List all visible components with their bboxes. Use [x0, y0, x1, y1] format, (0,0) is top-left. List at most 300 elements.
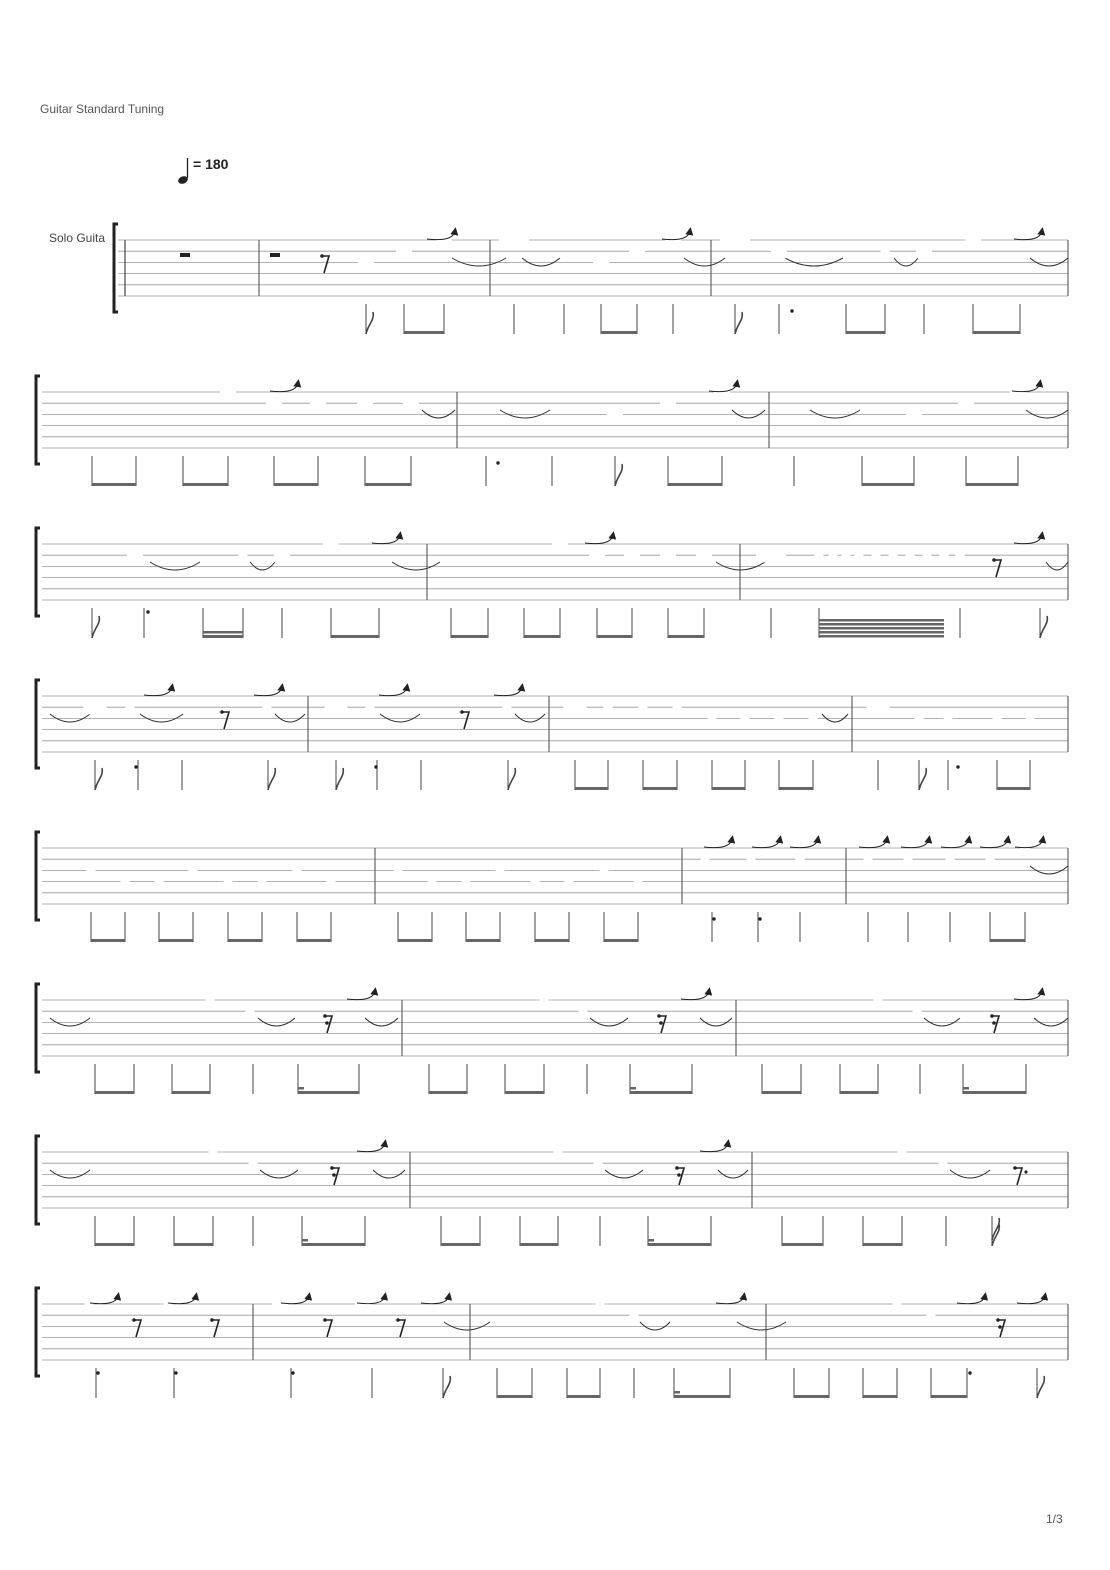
duration-dot — [956, 765, 959, 768]
fret-bg — [825, 1287, 834, 1300]
rest-dot-icon — [1013, 1166, 1017, 1170]
fret-bg — [906, 408, 922, 421]
fret-bg — [957, 1287, 966, 1300]
fret-bg — [701, 853, 710, 866]
note-beam — [575, 787, 608, 790]
fret-bg — [660, 397, 676, 410]
fret-bg — [630, 1309, 639, 1322]
fret-bg — [893, 1298, 902, 1311]
note-beam — [92, 483, 136, 486]
fret-bg — [209, 1146, 218, 1159]
note-beam — [297, 939, 331, 942]
fret-bg — [906, 549, 915, 562]
note-beam — [91, 939, 125, 942]
fret-bg — [465, 375, 495, 388]
system-bracket — [36, 1288, 40, 1376]
fret-bg — [829, 549, 838, 562]
fret-bg — [1022, 983, 1031, 996]
track-name: Solo Guita — [49, 231, 106, 245]
fret-bg — [463, 983, 472, 996]
note-beam — [298, 1087, 304, 1090]
fret-bg — [357, 397, 373, 410]
fret-bg — [528, 1287, 537, 1300]
fret-bg — [913, 1005, 922, 1018]
system-bracket — [36, 376, 40, 464]
system-bracket — [36, 832, 40, 920]
eighth-rest-icon — [133, 1320, 141, 1337]
fret-bg — [872, 549, 881, 562]
fret-bg — [747, 853, 756, 866]
fret-bg — [714, 386, 730, 399]
fret-bg — [596, 1298, 605, 1311]
note-beam — [630, 1091, 692, 1094]
fret-bg — [815, 549, 824, 562]
fret-bg — [660, 549, 676, 562]
note-beam — [668, 635, 704, 638]
duration-dot — [146, 610, 149, 613]
staff-system — [36, 983, 1068, 1094]
duration-dot — [174, 1371, 177, 1374]
note-beam — [203, 635, 243, 638]
staff-system — [36, 1287, 1068, 1398]
fret-bg — [1026, 712, 1035, 725]
fret-bg — [357, 1135, 373, 1148]
fret-bg — [87, 864, 96, 877]
note-beam — [963, 1087, 969, 1090]
note-beam — [674, 1395, 680, 1398]
note-beam — [441, 1243, 480, 1246]
staff-system — [36, 832, 1068, 942]
note-flag — [366, 312, 373, 334]
note-beam — [302, 1243, 365, 1246]
fret-bg — [720, 234, 750, 247]
fret-bg — [325, 701, 348, 714]
note-flag — [919, 768, 926, 790]
note-beam — [863, 1395, 897, 1398]
fret-bg — [624, 549, 640, 562]
fret-bg — [939, 1157, 948, 1170]
fret-bg — [224, 876, 233, 889]
fret-bg — [77, 527, 107, 540]
fret-bg — [779, 375, 809, 388]
bend-arrow-icon — [1014, 535, 1042, 544]
bend-arrow-icon — [585, 535, 613, 544]
fret-bg — [164, 1298, 173, 1311]
dotted-rest-icon — [1014, 1168, 1022, 1185]
note-beam — [183, 483, 228, 486]
fret-bg — [249, 1157, 258, 1170]
fret-bg — [751, 983, 774, 996]
bend-arrow-icon — [270, 383, 298, 392]
fret-bg — [84, 1135, 107, 1148]
eighth-rest-icon — [461, 712, 469, 729]
fret-bg — [554, 1146, 563, 1159]
sixteenth-rest-icon — [331, 1168, 339, 1185]
note-flag — [443, 1376, 450, 1398]
rest-dot-icon — [132, 1318, 136, 1322]
duration-dot — [790, 309, 793, 312]
rest-dot-icon — [325, 1021, 329, 1025]
fret-bg — [809, 712, 818, 725]
note-beam — [466, 939, 500, 942]
fret-bg — [958, 397, 974, 410]
rest-dot-icon — [220, 710, 224, 714]
fret-bg — [594, 1157, 603, 1170]
staff-systems — [36, 223, 1068, 1398]
note-beam — [630, 1091, 636, 1094]
fret-bg — [371, 527, 387, 540]
fret-bg — [796, 853, 805, 866]
fret-bg — [986, 853, 995, 866]
fret-bg — [708, 712, 717, 725]
fret-bg — [355, 983, 364, 996]
staff-system — [36, 375, 1068, 486]
staff-system — [36, 1135, 1068, 1246]
eighth-rest-icon — [321, 256, 329, 273]
fret-bg — [993, 712, 1002, 725]
rest-dot-icon — [992, 558, 996, 562]
note-beam — [174, 1243, 213, 1246]
note-beam — [674, 1391, 680, 1394]
note-beam — [404, 331, 444, 334]
system-bracket — [114, 224, 118, 312]
sixteenth-rest-icon — [658, 1016, 666, 1033]
fret-bg — [589, 549, 605, 562]
note-beam — [863, 1243, 902, 1246]
fret-bg — [565, 876, 574, 889]
fret-bg — [358, 256, 374, 269]
fret-bg — [1021, 842, 1030, 855]
note-beam — [648, 1239, 654, 1242]
fret-bg — [842, 549, 851, 562]
tempo-value: = 180 — [193, 156, 229, 172]
fret-bg — [266, 397, 282, 410]
note-beam — [451, 635, 488, 638]
note-beam — [668, 483, 722, 486]
fret-bg — [1027, 1287, 1036, 1300]
fret-bg — [703, 1135, 719, 1148]
fret-bg — [531, 876, 540, 889]
fret-bg — [564, 701, 587, 714]
fret-bg — [874, 994, 883, 1007]
rest-dot-icon — [990, 1014, 994, 1018]
fret-bg — [944, 712, 953, 725]
page-number: 1/3 — [1046, 1512, 1063, 1526]
note-beam — [648, 1243, 654, 1246]
fret-bg — [272, 1298, 288, 1311]
duration-dot — [374, 765, 377, 768]
rest-dot-icon — [320, 254, 324, 258]
eighth-rest-icon — [221, 712, 229, 729]
fret-bg — [323, 538, 339, 551]
note-beam — [931, 1395, 967, 1398]
bend-arrow-icon — [704, 839, 732, 848]
note-beam — [298, 1091, 304, 1094]
eighth-rest-icon — [211, 1320, 219, 1337]
fret-bg — [310, 397, 326, 410]
bend-arrow-icon — [144, 687, 172, 696]
fret-bg — [155, 876, 164, 889]
system-bracket — [36, 528, 40, 616]
fret-bg — [604, 701, 613, 714]
fret-bg — [927, 1309, 936, 1322]
note-beam — [819, 619, 944, 622]
rest-dot-icon — [332, 1173, 336, 1177]
fret-bg — [501, 983, 510, 996]
rest-dot-icon — [675, 1166, 679, 1170]
system-bracket — [36, 1136, 40, 1224]
fret-bg — [85, 1298, 94, 1311]
fret-bg — [696, 549, 712, 562]
note-flag — [735, 312, 742, 334]
fret-bg — [164, 1287, 173, 1300]
note-beam — [331, 635, 379, 638]
rest-dot-icon — [677, 1173, 681, 1177]
note-beam — [819, 635, 944, 638]
fret-bg — [673, 701, 682, 714]
sixteenth-rest-icon — [997, 1320, 1005, 1337]
bend-arrow-icon — [901, 839, 929, 848]
fret-bg — [775, 712, 784, 725]
fret-bg — [726, 1287, 735, 1300]
note-beam — [398, 939, 432, 942]
note-beam — [846, 331, 885, 334]
note-flag — [92, 616, 99, 638]
bend-arrow-icon — [980, 839, 1008, 848]
fret-bg — [436, 527, 466, 540]
half-rest-icon — [270, 253, 280, 257]
fret-bg — [815, 1135, 831, 1148]
fret-bg — [965, 234, 981, 247]
eighth-rest-icon — [397, 1320, 405, 1337]
bend-arrow-icon — [790, 839, 818, 848]
fret-bg — [403, 397, 419, 410]
rest-dot-icon — [657, 1014, 661, 1018]
fret-bg — [516, 1135, 525, 1148]
fret-bg — [634, 876, 643, 889]
fret-bg — [274, 549, 290, 562]
fret-bg — [516, 527, 532, 540]
note-flag — [95, 768, 102, 790]
note-beam — [520, 1243, 558, 1246]
fret-bg — [77, 375, 107, 388]
note-beam — [172, 1091, 210, 1094]
fret-bg — [127, 549, 143, 562]
bend-arrow-icon — [494, 687, 522, 696]
note-beam — [819, 627, 944, 630]
fret-bg — [168, 983, 177, 996]
rest-dot-icon — [460, 710, 464, 714]
duration-dot — [291, 1371, 294, 1374]
duration-dot — [96, 1371, 99, 1374]
note-beam — [973, 331, 1020, 334]
note-beam — [601, 331, 637, 334]
fret-bg — [428, 876, 437, 889]
fret-bg — [130, 983, 139, 996]
note-flag — [1037, 1376, 1044, 1398]
fret-bg — [359, 1287, 368, 1300]
fret-bg — [1029, 527, 1038, 540]
fret-bg — [665, 234, 681, 247]
rest-dot-icon — [992, 1021, 996, 1025]
fret-bg — [881, 245, 890, 258]
note-beam — [779, 787, 813, 790]
note-beam — [840, 1091, 878, 1094]
note-beam — [604, 939, 638, 942]
fret-bg — [503, 701, 512, 714]
fret-bg — [767, 1135, 797, 1148]
note-beam — [819, 623, 944, 626]
fret-bg — [923, 549, 932, 562]
note-beam — [95, 1091, 134, 1094]
fret-bg — [433, 1287, 442, 1300]
fret-bg — [327, 876, 336, 889]
system-bracket — [36, 680, 40, 768]
rest-dot-icon — [659, 1021, 663, 1025]
note-beam — [990, 939, 1025, 942]
note-beam — [997, 787, 1030, 790]
rest-dot-icon — [396, 1318, 400, 1322]
note-beam — [228, 939, 262, 942]
staff-system — [36, 527, 1068, 638]
bend-arrow-icon — [859, 839, 887, 848]
note-beam — [302, 1239, 308, 1242]
rest-dot-icon — [323, 1014, 327, 1018]
fret-bg — [128, 375, 144, 388]
note-beam — [674, 1395, 730, 1398]
duration-dot — [968, 1371, 971, 1374]
fret-bg — [206, 994, 215, 1007]
fret-bg — [956, 549, 965, 562]
duration-dot — [496, 461, 499, 464]
fret-bg — [126, 701, 135, 714]
tempo-marking — [177, 156, 229, 185]
fret-bg — [396, 245, 412, 258]
fret-bg — [915, 712, 924, 725]
fret-bg — [366, 701, 375, 714]
bend-arrow-icon — [941, 839, 969, 848]
note-beam — [203, 631, 243, 634]
eighth-rest-icon — [324, 1320, 332, 1337]
staff-system — [114, 223, 1068, 334]
fret-bg — [639, 701, 648, 714]
rest-dot-icon — [330, 1166, 334, 1170]
fret-bg — [175, 375, 191, 388]
fret-bg — [499, 234, 529, 247]
fret-bg — [783, 1287, 806, 1300]
fret-bg — [258, 876, 267, 889]
fret-bg — [898, 1146, 907, 1159]
fret-bg — [552, 538, 568, 551]
fret-bg — [246, 1005, 255, 1018]
half-rest-icon — [180, 253, 190, 257]
fret-bg — [263, 701, 272, 714]
fret-bg — [600, 864, 609, 877]
fret-bg — [771, 245, 787, 258]
tuning-label: Guitar Standard Tuning — [40, 102, 165, 116]
fret-bg — [579, 1005, 588, 1018]
sixteenth-rest-icon — [676, 1168, 684, 1185]
fret-bg — [121, 876, 130, 889]
fret-bg — [940, 549, 949, 562]
note-beam — [535, 939, 569, 942]
fret-bg — [540, 994, 549, 1007]
fret-bg — [916, 245, 932, 258]
note-beam — [630, 1087, 636, 1090]
note-beam — [567, 1395, 600, 1398]
fret-bg — [436, 234, 452, 247]
note-beam — [524, 635, 560, 638]
duration-dot — [758, 917, 761, 920]
note-beam — [643, 787, 677, 790]
fret-bg — [239, 549, 248, 562]
note-beam — [365, 483, 411, 486]
fret-bg — [1012, 223, 1028, 236]
fret-bg — [472, 1135, 488, 1148]
duration-dot — [134, 765, 137, 768]
note-flag — [508, 768, 515, 790]
note-beam — [274, 483, 318, 486]
fret-bg — [859, 1287, 868, 1300]
fret-bg — [355, 1298, 371, 1311]
fret-bg — [629, 245, 645, 258]
fret-bg — [84, 701, 107, 714]
fret-bg — [426, 1135, 456, 1148]
fret-bg — [84, 983, 107, 996]
note-beam — [497, 1395, 532, 1398]
sixteenth-rest-icon — [991, 1016, 999, 1033]
note-flag — [615, 464, 622, 486]
note-beam — [302, 1243, 308, 1246]
fret-bg — [864, 853, 873, 866]
note-beam — [862, 483, 914, 486]
fret-bg — [741, 712, 750, 725]
note-beam — [429, 1091, 467, 1094]
rest-dot-icon — [1024, 1170, 1027, 1173]
fret-bg — [859, 1135, 868, 1148]
note-flag — [336, 768, 343, 790]
fret-bg — [593, 256, 609, 269]
note-beam — [159, 939, 193, 942]
note-beam — [597, 635, 632, 638]
note-beam — [95, 1243, 134, 1246]
fret-bg — [607, 408, 623, 421]
note-beam — [963, 1091, 969, 1094]
fret-bg — [563, 1287, 572, 1300]
fret-bg — [189, 864, 198, 877]
fret-bg — [1010, 386, 1026, 399]
fret-bg — [889, 549, 898, 562]
fret-bg — [86, 1287, 95, 1300]
note-flag — [1040, 616, 1047, 638]
fret-bg — [220, 386, 236, 399]
fret-bg — [496, 864, 505, 877]
note-beam — [505, 1091, 544, 1094]
bend-arrow-icon — [379, 687, 407, 696]
fret-bg — [946, 853, 955, 866]
note-beam — [712, 787, 745, 790]
fret-bg — [756, 549, 786, 562]
note-beam — [762, 1091, 801, 1094]
staff-system — [36, 680, 1068, 790]
rest-dot-icon — [210, 1318, 214, 1322]
fret-bg — [418, 983, 441, 996]
note-beam — [782, 1243, 823, 1246]
note-beam — [298, 1091, 359, 1094]
note-beam — [819, 631, 944, 634]
fret-bg — [130, 1135, 139, 1148]
fret-bg — [480, 527, 496, 540]
